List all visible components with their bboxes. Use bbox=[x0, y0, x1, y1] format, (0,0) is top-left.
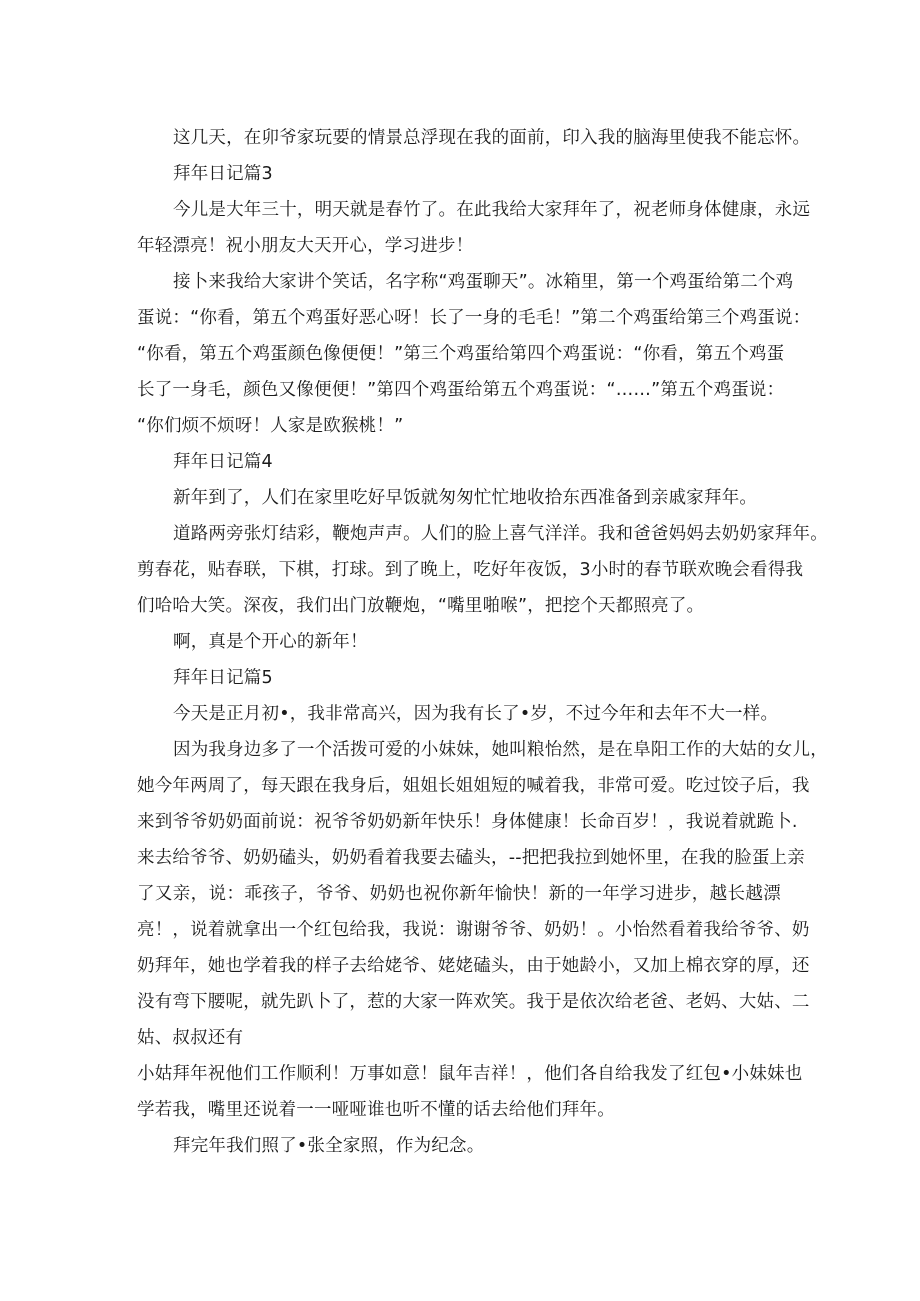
paragraph-line: 长了一身毛，颜色又像便便！”第四个鸡蛋给第五个鸡蛋说：“……”第五个鸡蛋说： bbox=[137, 380, 785, 400]
paragraph-line: 新年到了，人们在家里吃好早饭就匆匆忙忙地收拾东西准备到亲戚家拜年。 bbox=[173, 488, 758, 508]
paragraph-line: 因为我身边多了一个活拨可爱的小妹妹，她叫粮怡然，是在阜阳工作的大姑的女儿， bbox=[173, 740, 828, 760]
paragraph-line: “你们烦不烦呀！人家是欧猴桃！” bbox=[137, 416, 404, 436]
paragraph-line: 奶拜年，她也学着我的样子去给姥爷、姥姥磕头，由于她龄小，又加上棉衣穿的厚，还 bbox=[137, 956, 810, 976]
section-heading: 拜年日记篇4 bbox=[173, 452, 273, 472]
paragraph-line: 亮！，说着就拿出一个红包给我，我说：谢谢爷爷、奶奶！。小怡然看着我给爷爷、奶 bbox=[137, 920, 810, 940]
paragraph-line: 年轻漂亮！祝小朋友大天开心，学习进步！ bbox=[137, 236, 474, 256]
paragraph-line: 她今年两周了，每天跟在我身后，姐姐长姐姐短的喊着我，非常可爱。吃过饺子后，我 bbox=[137, 776, 810, 796]
paragraph-line: 了又亲，说：乖孩子，爷爷、奶奶也祝你新年愉快！新的一年学习进步，越长越漂 bbox=[137, 884, 781, 904]
paragraph-line: 这几天，在卯爷家玩要的情景总浮现在我的面前，印入我的脑海里使我不能忘怀。 bbox=[173, 128, 811, 148]
paragraph-line: 来去给爷爷、奶奶磕头，奶奶看着我要去磕头，--把把我拉到她怀里，在我的脸蛋上亲 bbox=[137, 848, 805, 868]
section-heading: 拜年日记篇3 bbox=[173, 164, 273, 184]
paragraph-line: 今天是正月初•，我非常高兴，因为我有长了•岁，不过今年和去年不大一样。 bbox=[173, 704, 779, 724]
paragraph-line: 学若我，嘴里还说着一一哑哑谁也听不懂的话去给他们拜年。 bbox=[137, 1100, 615, 1120]
paragraph-line: 没有弯下腰呢，就先趴卜了，惹的大家一阵欢笑。我于是依次给老爸、老妈、大姑、二 bbox=[137, 992, 810, 1012]
paragraph-line: 姑、叔叔还有 bbox=[137, 1028, 244, 1048]
paragraph-line: “你看，第五个鸡蛋颜色像便便！”第三个鸡蛋给第四个鸡蛋说：“你看，第五个鸡蛋 bbox=[137, 344, 785, 364]
paragraph-line: 来到爷爷奶奶面前说：祝爷爷奶奶新年快乐！身体健康！长命百岁！，我说着就跪卜. bbox=[137, 812, 798, 832]
paragraph-line: 拜完年我们照了•张全家照，作为纪念。 bbox=[173, 1136, 485, 1156]
paragraph-line: 啊，真是个开心的新年！ bbox=[173, 632, 368, 652]
paragraph-line: 们哈哈大笑。深夜，我们出门放鞭炮，“嘴里啪喉”，把挖个天都照亮了。 bbox=[137, 596, 705, 616]
paragraph-line: 今儿是大年三十，明天就是春竹了。在此我给大家拜年了，祝老师身体健康，永远 bbox=[173, 200, 811, 220]
section-heading: 拜年日记篇5 bbox=[173, 668, 273, 688]
paragraph-line: 蛋说：“你看，第五个鸡蛋好恶心呀！长了一身的毛毛！”第二个鸡蛋给第三个鸡蛋说： bbox=[137, 308, 811, 328]
paragraph-line: 剪春花，贴春联，下棋，打球。到了晚上，吃好年夜饭，3小时的春节联欢晚会看得我 bbox=[137, 560, 804, 580]
paragraph-line: 道路两旁张灯结彩，鞭炮声声。人们的脸上喜气洋洋。我和爸爸妈妈去奶奶家拜年。 bbox=[173, 524, 828, 544]
paragraph-line: 接卜来我给大家讲个笑话，名字称“鸡蛋聊天”。冰箱里，第一个鸡蛋给第二个鸡 bbox=[173, 272, 794, 292]
paragraph-line: 小姑拜年祝他们工作顺利！万事如意！鼠年吉祥！，他们各自给我发了红包•小妹妹也 bbox=[137, 1064, 803, 1084]
